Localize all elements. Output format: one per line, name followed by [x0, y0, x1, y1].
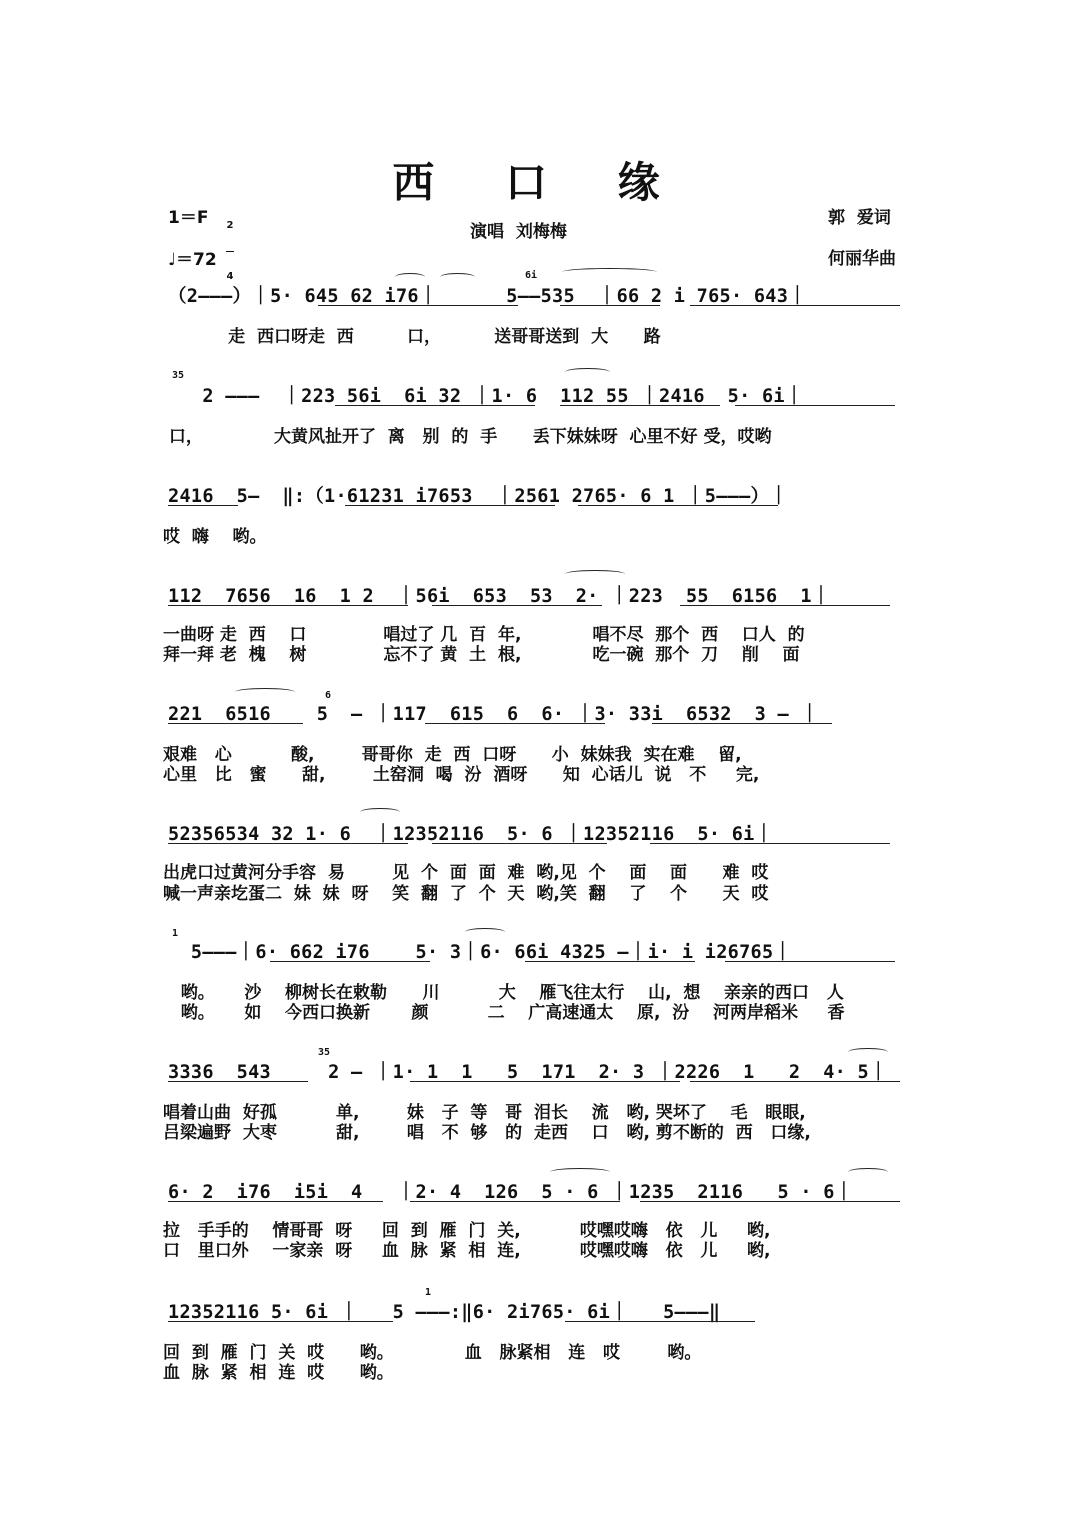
grace-note: 1 — [172, 928, 179, 939]
key-signature: 1＝F — [168, 208, 209, 228]
notation-line-10: 12352116 5· 6i ｜ 5 ———:‖6· 2i765· 6i｜ 5———‖ — [168, 1302, 721, 1323]
time-signature — [226, 201, 234, 292]
lyrics-line-8a: 唱着山曲 好孤 单, 妹 子 等 哥 泪长 流 哟, 哭坏了 毛 眼眼, — [163, 1103, 806, 1123]
lyrics-line-9a: 拉 手手的 情哥哥 呀 回 到 雁 门 关, 哎嘿哎嗨 依 儿 哟, — [163, 1221, 771, 1241]
notation-line-2: 2 ——— ｜223 56i 6i 32 ｜1· 6 112 55 ｜2416 5· 6i｜ — [168, 386, 804, 407]
tempo-marking: ♩＝72 — [168, 250, 217, 270]
singer-credit: 演唱 刘梅梅 — [470, 222, 567, 242]
notation-line-7: 5———｜6· 662 i76 5· 3｜6· 66i 4325 —｜i· i i26765｜ — [168, 942, 793, 963]
lyrics-line-7b: 哟。 如 今西口换新 颜 二 广高速通太 原, 汾 河两岸稻米 香 — [163, 1003, 845, 1023]
lyrics-line-5a: 艰难 心 酸, 哥哥你 走 西 口呀 小 妹妹我 实在难 留, — [163, 745, 742, 765]
notation-line-4: 112 7656 16 1 2 ｜56i 653 53 2· ｜223 55 6156 1｜ — [168, 586, 831, 607]
notation-line-1: （2———）｜5· 645 62 i76｜ 5——535 ｜66 2 i 765· 643｜ — [168, 286, 807, 307]
notation-line-6: 52356534 32 1· 6 ｜12352116 5· 6 ｜12352116 5· 6i｜ — [168, 824, 774, 845]
lyrics-line-5b: 心里 比 蜜 甜, 土窑洞 喝 汾 酒呀 知 心话儿 说 不 完, — [163, 765, 760, 785]
notation-line-5: 221 6516 5 — ｜117 615 6 6· ｜3· 33i 6532 3 — ｜ — [168, 704, 820, 725]
lyrics-line-1: 走 西口呀走 西 口， 送哥哥送到 大 路 — [163, 327, 661, 347]
grace-note: 35 — [172, 370, 185, 381]
grace-note: 35 — [318, 1047, 331, 1058]
lyrics-line-6b: 喊一声亲圪蛋二 妹 妹 呀 笑 翻 了 个 天 哟,笑 翻 了 个 天 哎 — [163, 884, 769, 904]
lyrics-line-10a: 回 到 雁 门 关 哎 哟。 血 脉紧相 连 哎 哟。 — [163, 1343, 702, 1363]
lyrics-line-6a: 出虎口过黄河分手容 易 见 个 面 面 难 哟,见 个 面 面 难 哎 — [163, 863, 769, 883]
notation-line-8: 3336 543 2 — ｜1· 1 1 5 171 2· 3 ｜2226 1 2 4· 5｜ — [168, 1062, 888, 1083]
grace-note: 6i — [525, 270, 538, 281]
lyrics-line-10b: 血 脉 紧 相 连 哎 哟。 — [163, 1363, 394, 1383]
time-signature-top: 2 — [226, 220, 234, 231]
lyrics-line-8b: 吕梁遍野 大枣 甜, 唱 不 够 的 走西 口 哟, 剪不断的 西 口缘, — [163, 1123, 811, 1143]
grace-note: 6 — [325, 690, 332, 701]
lyrics-line-9b: 口 里口外 一家亲 呀 血 脉 紧 相 连, 哎嘿哎嗨 依 儿 哟, — [163, 1241, 771, 1261]
lyrics-line-4b: 拜一拜 老 槐 树 忘不了 黄 土 根, 吃一碗 那个 刀 削 面 — [163, 645, 800, 665]
time-signature-bottom: 4 — [226, 271, 234, 282]
song-title: 西 口 缘 — [392, 158, 688, 207]
lyrics-line-7a: 哟。 沙 柳树长在敕勒 川 大 雁飞往太行 山, 想 亲亲的西口 人 — [163, 983, 844, 1003]
lyrics-line-3: 哎 嗨 哟。 — [163, 527, 267, 547]
lyrics-line-4a: 一曲呀 走 西 口 唱过了 几 百 年, 唱不尽 那个 西 口人 的 — [163, 625, 805, 645]
lyrics-line-2: 口， 大黄风扯开了 离 别 的 手 丢下妹妹呀 心里不好 受，哎哟 — [163, 427, 772, 447]
grace-note: 1 — [425, 1287, 432, 1298]
notation-line-9: 6· 2 i76 i5i 4 ｜2· 4 126 5 · 6 ｜1235 2116 5 · 6｜ — [168, 1182, 854, 1203]
composer-credit: 何丽华曲 — [828, 249, 896, 269]
lyricist-credit: 郭 爱词 — [828, 208, 891, 228]
notation-line-3: 2416 5— ‖:（1·61231 i7653 ｜2561 2765· 6 1 ｜5———）｜ — [168, 486, 789, 507]
